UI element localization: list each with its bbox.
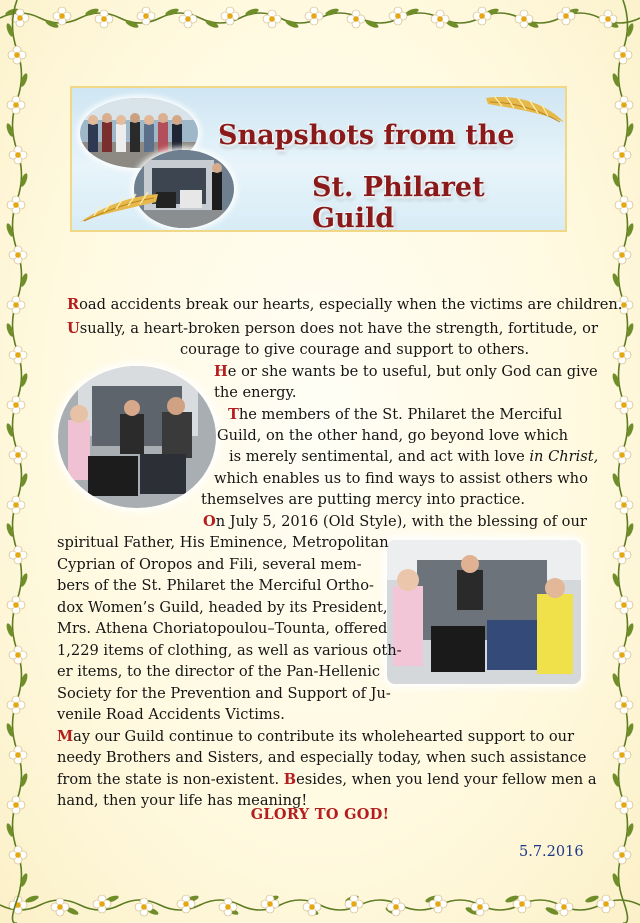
paragraph-2-line-1 <box>67 320 598 338</box>
text-run: n July 5, 2016 (Old Style), with the blessing of our <box>215 513 587 530</box>
paragraph-5-line-1 <box>203 513 587 531</box>
paragraph-6-line-2: needy Brothers and Sisters, and especially today, when such assistance <box>57 749 587 766</box>
text-run: ay our Guild continue to contribute its wholehearted support to our <box>73 728 575 745</box>
text-run: oad accidents break our hearts, especially when the victims are children. <box>79 296 623 313</box>
paragraph-4-line-4: which enables us to find ways to assist others who <box>214 470 588 487</box>
paragraph-5-line-8: er items, to the director of the Pan-Hellenic <box>57 663 381 680</box>
text-run: esides, when you lend your fellow men a <box>296 771 597 788</box>
banner-title-line2: St. Philaret Guild <box>312 172 485 232</box>
paragraph-5-line-9: Society for the Prevention and Support of Ju- <box>57 685 391 702</box>
italic-text-run: in Christ, <box>529 448 599 465</box>
drop-cap: T <box>228 406 239 423</box>
paragraph-5-line-6: Mrs. Athena Choriatopoulou–Tounta, offered <box>57 620 388 637</box>
paragraph-6-line-3 <box>57 771 597 789</box>
text-run: sually, a heart-broken person does not have the strength, fortitude, or <box>79 320 598 337</box>
drop-cap: O <box>203 513 216 530</box>
text-run: is merely sentimental, and act with love <box>229 448 530 465</box>
drop-cap: B <box>283 771 297 788</box>
drop-cap: U <box>67 320 80 337</box>
drop-cap: R <box>67 296 80 313</box>
paragraph-6-line-1 <box>57 728 574 746</box>
text-run: he members of the St. Philaret the Merciful <box>238 406 563 423</box>
paragraph-5-line-3: Cyprian of Oropos and Fili, several mem- <box>57 556 362 573</box>
paragraph-4-line-2: Guild, on the other hand, go beyond love which <box>217 427 569 444</box>
drop-cap: M <box>57 728 74 745</box>
paragraph-4-line-1 <box>228 406 562 424</box>
paragraph-6-line-4: hand, then your life has meaning! <box>57 792 308 809</box>
paragraph-5-line-4: bers of the St. Philaret the Merciful Ortho- <box>57 577 374 594</box>
article-date: 5.7.2016 <box>519 844 584 860</box>
paragraph-2-line-2: courage to give courage and support to others. <box>180 341 530 358</box>
text-run: from the state is non-existent. <box>57 771 284 788</box>
paragraph-4-line-5: themselves are putting mercy into practice. <box>201 491 526 508</box>
paragraph-3-line-2: the energy. <box>214 384 297 401</box>
text-run: e or she wants be to useful, but only God can give <box>227 363 598 380</box>
paragraph-5-line-2: spiritual Father, His Eminence, Metropolitan <box>57 534 389 551</box>
paragraph-5-line-10: venile Road Accidents Victims. <box>57 706 285 723</box>
drop-cap: H <box>214 363 228 380</box>
closing-glory: GLORY TO GOD! <box>250 806 390 823</box>
paragraph-1-line-1 <box>67 296 622 314</box>
paragraph-3-line-1 <box>214 363 598 381</box>
banner-title-line1: Snapshots from the <box>218 120 515 151</box>
paragraph-5-line-7: 1,229 items of clothing, as well as various oth- <box>57 642 402 659</box>
paragraph-5-line-5: dox Women’s Guild, headed by its President, <box>57 599 388 616</box>
paragraph-4-line-3 <box>229 448 598 466</box>
